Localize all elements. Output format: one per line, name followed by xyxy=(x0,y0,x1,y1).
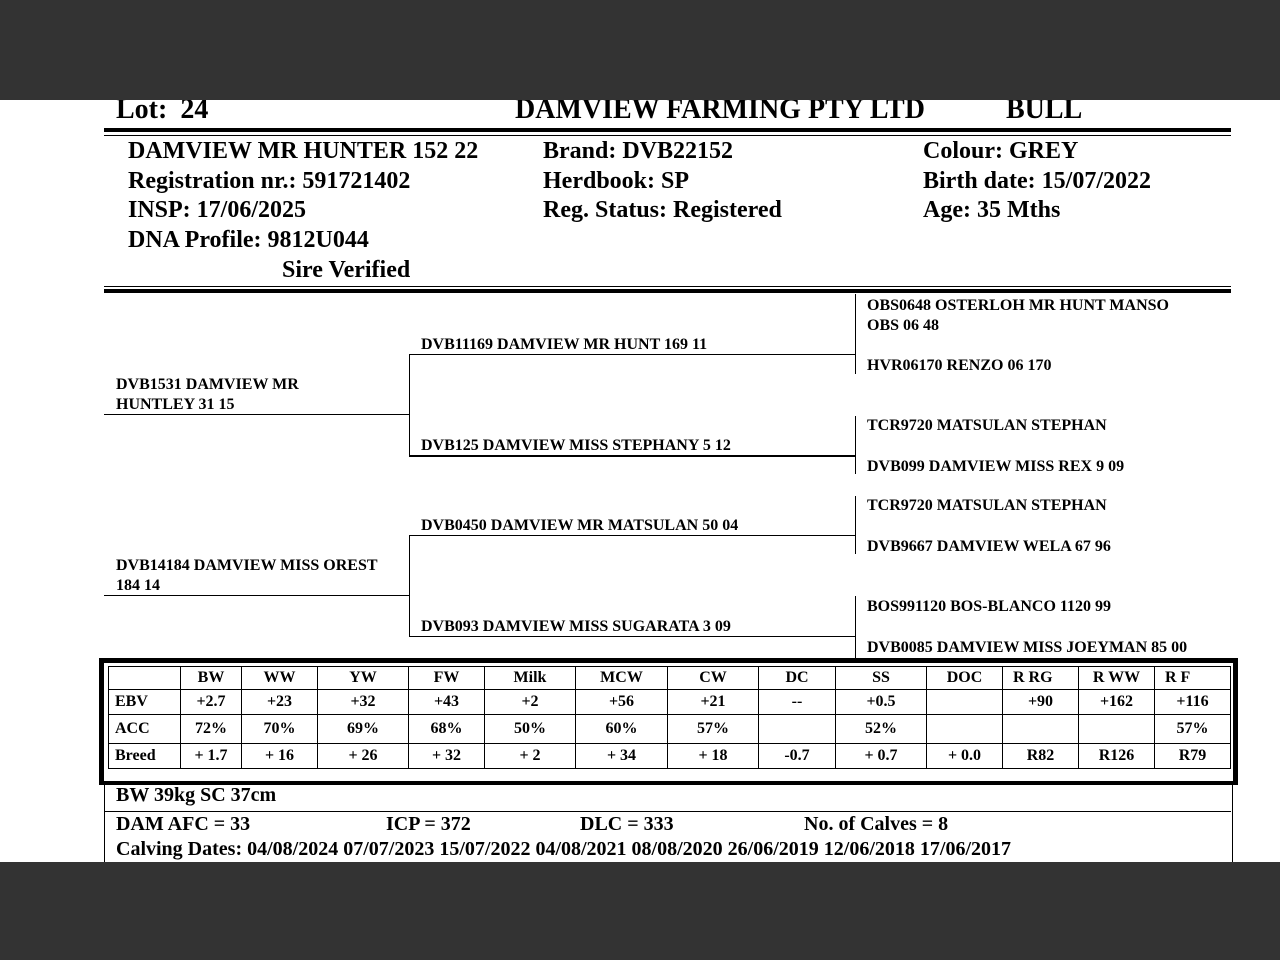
table-cell: + 2 xyxy=(485,744,576,769)
colour: Colour: GREY xyxy=(923,138,1079,164)
ebv-header-row xyxy=(109,667,1231,690)
table-cell: + 16 xyxy=(242,744,318,769)
catalogue-page xyxy=(0,100,1280,862)
pedigree-ds-dam: DVB9667 DAMVIEW WELA 67 96 xyxy=(867,538,1111,555)
table-cell: + 34 xyxy=(576,744,668,769)
ebv-col-header: Milk xyxy=(485,667,576,690)
table-cell: 57% xyxy=(668,715,759,744)
lot-number: 24 xyxy=(180,100,209,125)
insp-date: INSP: 17/06/2025 xyxy=(128,197,307,223)
header-rule-thin xyxy=(104,135,1231,136)
table-cell: 69% xyxy=(318,715,409,744)
table-cell xyxy=(927,690,1003,715)
pedigree-dam-sire: DVB0450 DAMVIEW MR MATSULAN 50 04 xyxy=(421,517,739,534)
table-cell: R126 xyxy=(1079,744,1155,769)
registration-number: Registration nr.: 591721402 xyxy=(128,168,411,194)
ebv-row-acc xyxy=(109,715,1231,744)
animal-name: DAMVIEW MR HUNTER 152 22 xyxy=(128,138,479,164)
table-cell: +2.7 xyxy=(181,690,242,715)
pedigree-dd-sire: BOS991120 BOS-BLANCO 1120 99 xyxy=(867,598,1112,615)
table-cell xyxy=(927,715,1003,744)
pedigree-sire-sire: DVB11169 DAMVIEW MR HUNT 169 11 xyxy=(421,336,708,353)
dna-profile: DNA Profile: 9812U044 xyxy=(128,227,369,253)
table-cell: +32 xyxy=(318,690,409,715)
ebv-col-header: SS xyxy=(836,667,927,690)
pedigree-sire-line1: DVB1531 DAMVIEW MR xyxy=(116,376,299,393)
table-cell: +43 xyxy=(409,690,485,715)
ebv-table xyxy=(108,666,1231,769)
pedigree-sd-sire: TCR9720 MATSULAN STEPHAN xyxy=(867,417,1107,434)
ebv-col-header: WW xyxy=(242,667,318,690)
pedigree-sd-dam: DVB099 DAMVIEW MISS REX 9 09 xyxy=(867,458,1125,475)
table-cell: + 32 xyxy=(409,744,485,769)
pedigree-ss-bracket xyxy=(855,294,856,374)
table-cell: + 0.7 xyxy=(836,744,927,769)
pedigree-dam-dam-line xyxy=(409,636,856,637)
calving-dates: Calving Dates: 04/08/2024 07/07/2023 15/07/2022 04/08/2021 08/08/2020 26/06/2019 12/06/2018 17/06/2017 xyxy=(116,838,1012,860)
table-cell: +90 xyxy=(1003,690,1079,715)
brand: Brand: DVB22152 xyxy=(543,138,734,164)
pedigree-sire-line xyxy=(104,414,410,415)
table-cell: 57% xyxy=(1155,715,1231,744)
pedigree-sire-sire-line xyxy=(409,354,856,355)
pedigree-sire-dam-line xyxy=(409,455,856,457)
table-cell: + 26 xyxy=(318,744,409,769)
sire-verified: Sire Verified xyxy=(282,257,411,283)
pedigree-sire-line2: HUNTLEY 31 15 xyxy=(116,396,235,413)
ebv-col-header: CW xyxy=(668,667,759,690)
pedigree-ss-sire xyxy=(867,296,1169,336)
table-cell: -- xyxy=(759,690,836,715)
ebv-col-header: DC xyxy=(759,667,836,690)
pedigree-dam-dam: DVB093 DAMVIEW MISS SUGARATA 3 09 xyxy=(421,618,731,635)
pedigree-ds-bracket xyxy=(855,496,856,554)
ebv-col-header: BW xyxy=(181,667,242,690)
table-cell: R82 xyxy=(1003,744,1079,769)
table-cell: 60% xyxy=(576,715,668,744)
sex-label: BULL xyxy=(1006,100,1083,125)
info-rule-thick xyxy=(104,289,1231,293)
table-cell xyxy=(759,715,836,744)
icp: ICP = 372 xyxy=(386,813,471,835)
table-cell: 50% xyxy=(485,715,576,744)
table-cell: Breed xyxy=(109,744,181,769)
table-cell: + 1.7 xyxy=(181,744,242,769)
ebv-col-header: FW xyxy=(409,667,485,690)
ebv-col-header: YW xyxy=(318,667,409,690)
ebv-col-header: R F xyxy=(1155,667,1231,690)
reg-status: Reg. Status: Registered xyxy=(543,197,782,223)
ebv-row-breed xyxy=(109,744,1231,769)
pedigree-dam xyxy=(116,556,378,596)
header-rule-thick xyxy=(104,128,1231,132)
table-cell xyxy=(1003,715,1079,744)
info-rule-thin xyxy=(104,286,1231,287)
table-cell: 52% xyxy=(836,715,927,744)
pedigree-dam-line xyxy=(104,595,410,596)
no-of-calves: No. of Calves = 8 xyxy=(804,813,949,835)
table-cell: 72% xyxy=(181,715,242,744)
table-cell: + 18 xyxy=(668,744,759,769)
pedigree-ss-dam: HVR06170 RENZO 06 170 xyxy=(867,357,1052,374)
ebv-col-header: MCW xyxy=(576,667,668,690)
footer-divider xyxy=(104,811,1231,812)
bw-sc: BW 39kg SC 37cm xyxy=(116,784,277,806)
table-cell: +116 xyxy=(1155,690,1231,715)
lot-label xyxy=(116,100,208,126)
age: Age: 35 Mths xyxy=(923,197,1061,223)
table-cell: -0.7 xyxy=(759,744,836,769)
table-cell: +56 xyxy=(576,690,668,715)
pedigree-sire-dam: DVB125 DAMVIEW MISS STEPHANY 5 12 xyxy=(421,437,731,454)
pedigree-ds-sire: TCR9720 MATSULAN STEPHAN xyxy=(867,497,1107,514)
lot-label-text: Lot: xyxy=(116,100,168,125)
table-cell: +2 xyxy=(485,690,576,715)
pedigree-dd-dam: DVB0085 DAMVIEW MISS JOEYMAN 85 00 xyxy=(867,639,1188,656)
dam-afc: DAM AFC = 33 xyxy=(116,813,251,835)
birth-date: Birth date: 15/07/2022 xyxy=(923,168,1151,194)
table-cell: ACC xyxy=(109,715,181,744)
pedigree-sire xyxy=(116,375,299,415)
company-name: DAMVIEW FARMING PTY LTD xyxy=(515,100,925,125)
ebv-col-header xyxy=(109,667,181,690)
table-cell xyxy=(1079,715,1155,744)
table-cell: EBV xyxy=(109,690,181,715)
table-cell: +162 xyxy=(1079,690,1155,715)
table-cell: +21 xyxy=(668,690,759,715)
pedigree-ss-sire-line2: OBS 06 48 xyxy=(867,317,940,334)
table-cell: +23 xyxy=(242,690,318,715)
pedigree-dd-bracket xyxy=(855,596,856,658)
table-cell: + 0.0 xyxy=(927,744,1003,769)
pedigree-dam-sire-line xyxy=(409,535,856,536)
herdbook: Herdbook: SP xyxy=(543,168,690,194)
table-cell: +0.5 xyxy=(836,690,927,715)
dlc: DLC = 333 xyxy=(580,813,674,835)
ebv-col-header: R RG xyxy=(1003,667,1079,690)
pedigree-sire-bracket xyxy=(409,354,410,456)
table-cell: 68% xyxy=(409,715,485,744)
pedigree-sd-bracket xyxy=(855,416,856,474)
ebv-col-header: R WW xyxy=(1079,667,1155,690)
ebv-col-header: DOC xyxy=(927,667,1003,690)
ebv-row-ebv xyxy=(109,690,1231,715)
pedigree-dam-line1: DVB14184 DAMVIEW MISS OREST xyxy=(116,557,378,574)
table-cell: 70% xyxy=(242,715,318,744)
pedigree-ss-sire-line1: OBS0648 OSTERLOH MR HUNT MANSO xyxy=(867,297,1169,314)
pedigree-dam-bracket xyxy=(409,535,410,637)
pedigree-dam-line2: 184 14 xyxy=(116,577,160,594)
table-cell: R79 xyxy=(1155,744,1231,769)
